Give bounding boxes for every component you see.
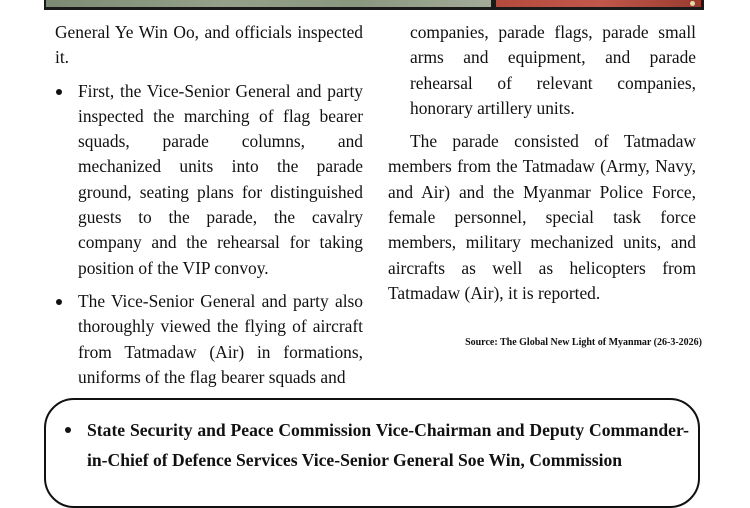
photo-right-image: [496, 0, 701, 7]
top-photo-strip: [44, 0, 704, 10]
source-citation: Source: The Global New Light of Myanmar (26-3-2026): [465, 337, 702, 348]
highlight-bullet-item: [63, 415, 689, 475]
left-column: [55, 20, 363, 390]
bullet-dot-icon: [56, 89, 62, 95]
photo-left-image: [46, 0, 491, 7]
left-intro-text: General Ye Win Oo, and officials inspected it.: [55, 22, 363, 68]
photo-dot-icon: [690, 1, 695, 6]
bullet-item: [55, 79, 363, 281]
highlight-text: State Security and Peace Commission Vice-Chairman and Deputy Commander-in-Chief of Defence Services Vice-Senior General Soe Win, Commission: [87, 420, 689, 470]
right-continuation-text: companies, parade flags, parade small arms and equipment, and parade rehearsal of relevant companies, honorary artillery units.: [410, 22, 696, 118]
bullet-dot-icon: [65, 427, 71, 433]
right-paragraph-text: The parade consisted of Tatmadaw members from the Tatmadaw (Army, Navy, and Air) and the Myanmar Police Force, female personnel, special task force members, military mechanized units, and aircrafts as well as helicopters from Tatmadaw (Air), it is reported.: [388, 131, 696, 303]
highlight-box: [44, 398, 700, 508]
bullet-item: [55, 289, 363, 390]
left-bullet-list: [55, 79, 363, 391]
bullet-text: The Vice-Senior General and party also thoroughly viewed the flying of aircraft from Tatmadaw (Air) in formations, uniforms of the flag bearer squads and: [78, 290, 363, 387]
bullet-dot-icon: [56, 299, 62, 305]
bullet-text: First, the Vice-Senior General and party inspected the marching of flag bearer squads, parade columns, and mechanized units into the parade ground, seating plans for distinguished guests to the parade, the cavalry company and the rehearsal for taking position of the VIP convoy.: [78, 80, 363, 278]
right-column: [388, 20, 696, 306]
